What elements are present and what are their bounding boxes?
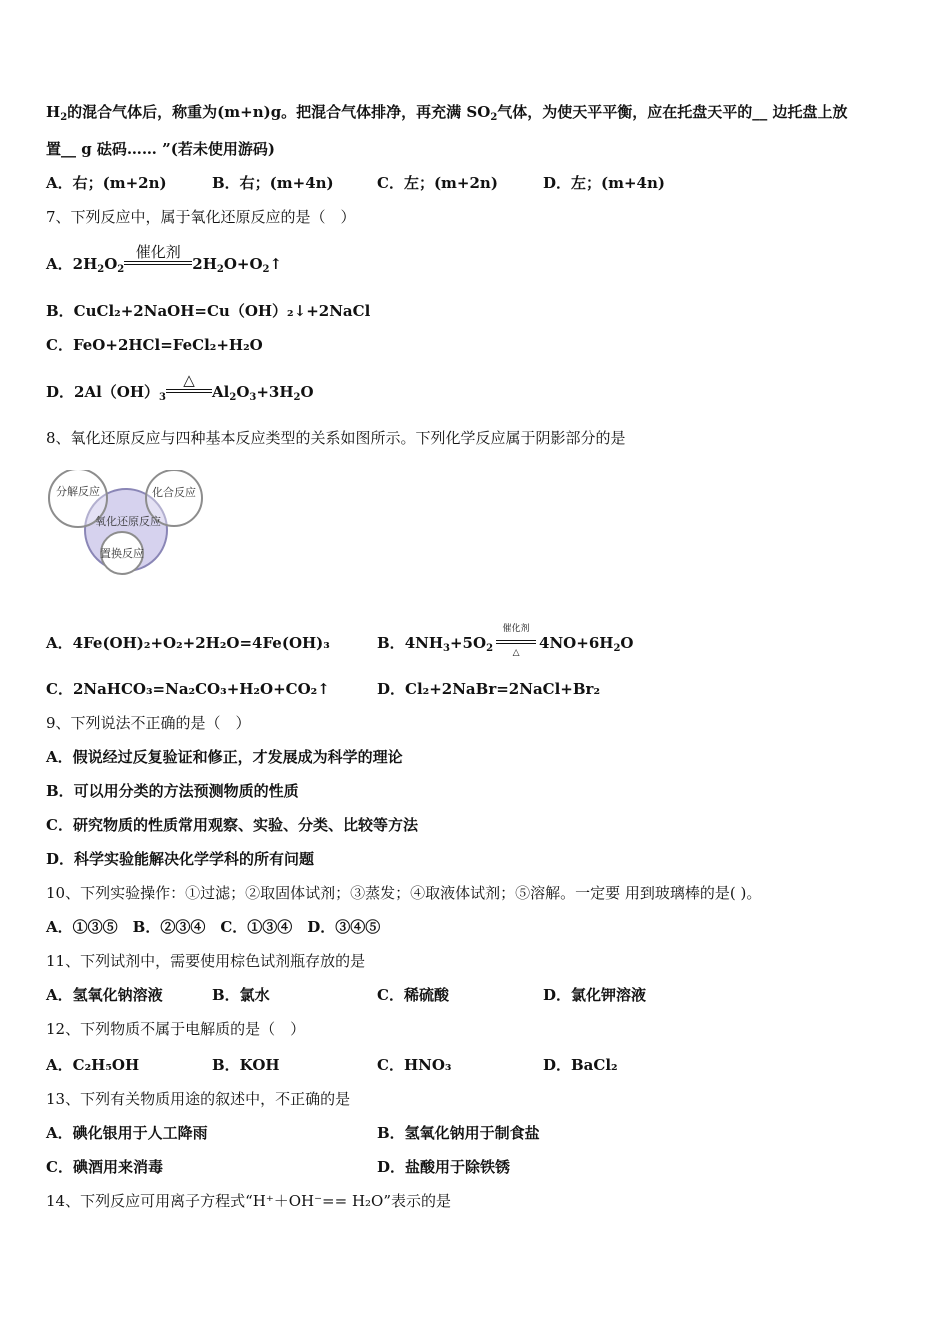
q8-option-b[interactable]: B．$4NH_3+5O_2$ 催化剂 △ $4NO+6H_2O$: [377, 624, 634, 658]
q12-option-a[interactable]: A．C₂H₅OH: [46, 1056, 140, 1074]
q6-option-c[interactable]: C．左；(m+2n): [377, 174, 498, 192]
q10-stem: 10、下列实验操作：①过滤；②取固体试剂；③蒸发；④取液体试剂；⑤溶解。一定要 用到玻璃棒的是( )。: [46, 884, 762, 902]
q9-stem: 9、下列说法不正确的是（ ）: [46, 714, 251, 732]
q7-option-b[interactable]: B．CuCl₂+2NaOH=Cu（OH）₂↓+2NaCl: [46, 302, 371, 320]
q6-text-line2: 置__ g 砝码…… ”(若未使用游码): [46, 140, 275, 158]
q7-stem: 7、下列反应中，属于氧化还原反应的是（ ）: [46, 208, 356, 226]
q7-option-c[interactable]: C．FeO+2HCl=FeCl₂+H₂O: [46, 336, 263, 354]
q13-option-c[interactable]: C．碘酒用来消毒: [46, 1158, 163, 1176]
q7-option-d[interactable]: D．$2Al(OH)_3$ △ $Al_2O_3+3H_2O$: [46, 371, 314, 403]
q8-stem: 8、氧化还原反应与四种基本反应类型的关系如图所示。下列化学反应属于阴影部分的是: [46, 429, 626, 447]
q11-option-a[interactable]: A．氢氧化钠溶液: [46, 986, 163, 1004]
q6-option-a[interactable]: A．右；(m+2n): [46, 174, 167, 192]
combination-label: 化合反应: [152, 486, 196, 499]
q7-d-condition: △: [166, 382, 212, 402]
q6-option-b[interactable]: B．右；(m+4n): [212, 174, 334, 192]
decomposition-label: 分解反应: [56, 485, 100, 498]
q12-option-b[interactable]: B．KOH: [212, 1056, 280, 1074]
q6-text-line1: $H_2$的混合气体后，称重为(m+n)g。把混合气体排净，再充满 $SO_2$气体，为使天平平衡，应在托盘天平的__ 边托盘上放: [46, 103, 848, 123]
q7-a-condition: 催化剂: [124, 254, 192, 274]
q8-option-c[interactable]: C．2NaHCO₃=Na₂CO₃+H₂O+CO₂↑: [46, 680, 330, 698]
q11-option-b[interactable]: B．氯水: [212, 986, 270, 1004]
q13-option-a[interactable]: A．碘化银用于人工降雨: [46, 1124, 208, 1142]
q9-option-a[interactable]: A．假说经过反复验证和修正，才发展成为科学的理论: [46, 748, 403, 766]
q8-option-d[interactable]: D．Cl₂+2NaBr=2NaCl+Br₂: [377, 680, 601, 698]
q11-option-d[interactable]: D．氯化钾溶液: [543, 986, 647, 1004]
q13-option-b[interactable]: B．氢氧化钠用于制食盐: [377, 1124, 540, 1142]
q6-option-d[interactable]: D．左；(m+4n): [543, 174, 665, 192]
q8-b-condition: 催化剂 △: [496, 633, 536, 653]
displacement-label: 置换反应: [100, 547, 144, 560]
q11-option-c[interactable]: C．稀硫酸: [377, 986, 449, 1004]
q14-stem: 14、下列反应可用离子方程式“H⁺＋OH⁻== H₂O”表示的是: [46, 1192, 452, 1210]
q12-option-c[interactable]: C．HNO₃: [377, 1056, 452, 1074]
q12-option-d[interactable]: D．BaCl₂: [543, 1056, 618, 1074]
q9-option-b[interactable]: B．可以用分类的方法预测物质的性质: [46, 782, 299, 800]
venn-diagram: [46, 470, 206, 580]
q9-option-d[interactable]: D．科学实验能解决化学学科的所有问题: [46, 850, 315, 868]
q9-option-c[interactable]: C．研究物质的性质常用观察、实验、分类、比较等方法: [46, 816, 418, 834]
q10-options[interactable]: A．①③⑤ B．②③④ C．①③④ D．③④⑤: [46, 918, 381, 936]
q7-option-a[interactable]: A．$2H_2O_2$ 催化剂 $2H_2O+O_2↑$: [46, 243, 283, 275]
q11-stem: 11、下列试剂中，需要使用棕色试剂瓶存放的是: [46, 952, 366, 970]
redox-label: 氧化还原反应: [95, 515, 161, 528]
q12-stem: 12、下列物质不属于电解质的是（ ）: [46, 1020, 306, 1038]
q8-option-a[interactable]: A．4Fe(OH)₂+O₂+2H₂O=4Fe(OH)₃: [46, 634, 330, 652]
q13-option-d[interactable]: D．盐酸用于除铁锈: [377, 1158, 511, 1176]
q13-stem: 13、下列有关物质用途的叙述中，不正确的是: [46, 1090, 351, 1108]
